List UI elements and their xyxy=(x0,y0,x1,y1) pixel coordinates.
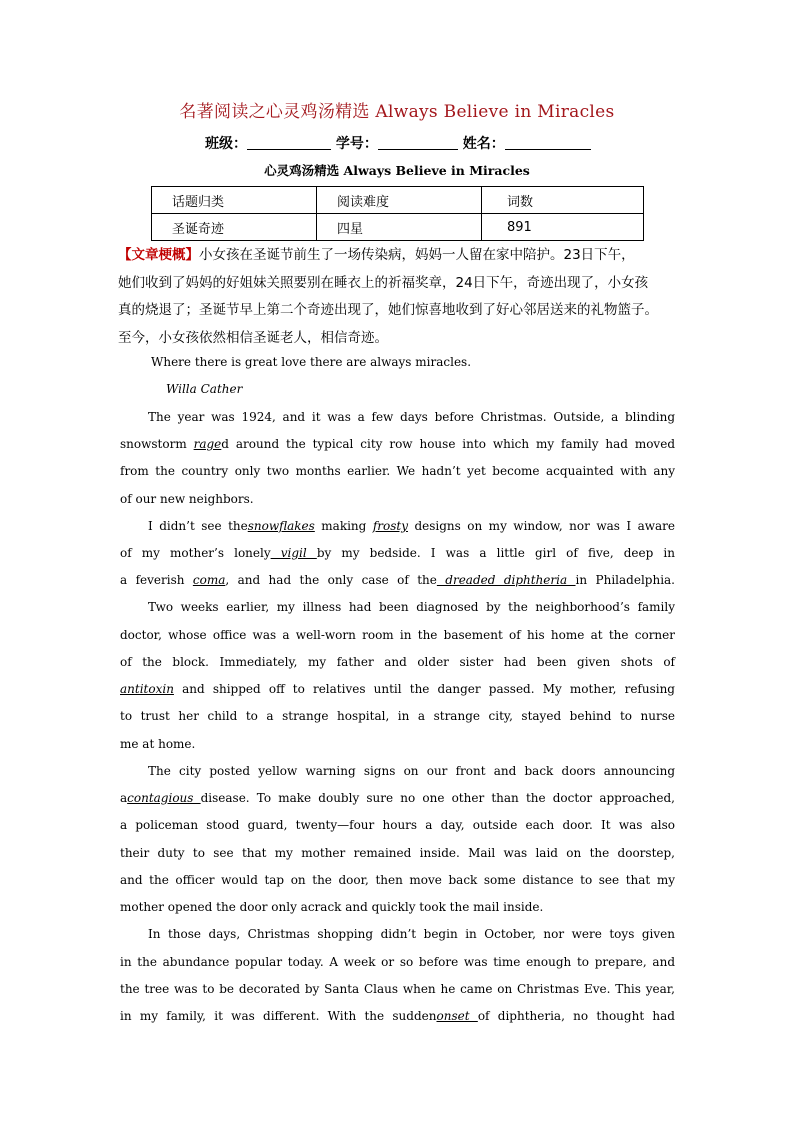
info-table-header-row xyxy=(152,187,644,214)
info-table xyxy=(151,186,644,241)
body-line: in my family, it was different. With the suddenonset of diphtheria, no thought had xyxy=(120,1009,675,1023)
body-line: In those days, Christmas shopping didn’t begin in October, nor were toys given xyxy=(148,927,675,941)
body-line: The city posted yellow warning signs on our front and back doors announcing xyxy=(148,764,675,778)
vocab-word: onset xyxy=(436,1009,478,1023)
info-table-cell: 圣诞奇迹 xyxy=(152,214,317,241)
body-line: of the block. Immediately, my father and older sister had been given shots of xyxy=(120,655,675,669)
body-line: antitoxin and shipped off to relatives until the danger passed. My mother, refusing xyxy=(120,682,675,696)
body-line: mother opened the door only acrack and quickly took the mail inside. xyxy=(120,900,544,914)
vocab-word: rage xyxy=(193,437,222,451)
info-table-cell: 词数 xyxy=(482,187,644,214)
epigraph: Where there is great love there are always miracles. xyxy=(151,355,472,369)
body-line: doctor, whose office was a well-worn room in the basement of his home at the corner xyxy=(120,628,675,642)
body-line: The year was 1924, and it was a few days before Christmas. Outside, a blinding xyxy=(148,410,675,424)
info-table-cell: 四星 xyxy=(317,214,482,241)
body-line: to trust her child to a strange hospital, in a strange city, stayed behind to nurse xyxy=(120,709,675,723)
body-line: their duty to see that my mother remained inside. Mail was laid on the doorstep, xyxy=(120,846,675,860)
vocab-word: dreaded diphtheria xyxy=(436,573,576,587)
body-line: me at home. xyxy=(120,737,196,751)
vocab-word: snowflakes xyxy=(247,519,315,533)
vocab-word: coma xyxy=(192,573,226,587)
class-label: 班级： xyxy=(205,136,247,152)
body-line: a policeman stood guard, twenty—four hours a day, outside each door. It was also xyxy=(120,818,675,832)
class-blank xyxy=(247,135,331,150)
body-line: the tree was to be decorated by Santa Claus when he came on Christmas Eve. This year, xyxy=(120,982,675,996)
body-line: I didn’t see thesnowflakes making frosty designs on my window, nor was I aware xyxy=(148,519,676,533)
body-line: a feverish coma, and had the only case of the dreaded diphtheria in Philadelphia. xyxy=(120,573,675,587)
document-subtitle: 心灵鸡汤精选 Always Believe in Miracles xyxy=(264,163,530,178)
body-line: from the country only two months earlier. We hadn’t yet become acquainted with any xyxy=(120,464,675,478)
body-line: acontagious disease. To make doubly sure no one other than the doctor approached, xyxy=(120,791,676,805)
body-line: in the abundance popular today. A week or so before was time enough to prepare, and xyxy=(120,955,675,969)
body-line: of our new neighbors. xyxy=(120,492,254,506)
document-title: 名著阅读之心灵鸡汤精选 Always Believe in Miracles xyxy=(179,102,615,122)
article-summary xyxy=(118,242,688,352)
vocab-word: contagious xyxy=(127,791,201,805)
info-table-cell: 891 xyxy=(482,214,644,241)
body-line: and the officer would tap on the door, then move back some distance to see that my xyxy=(120,873,675,887)
epigraph-author: Willa Cather xyxy=(166,382,243,396)
name-label: 姓名： xyxy=(462,136,505,152)
student-info-line xyxy=(205,133,591,153)
body-line: of my mother’s lonely vigil by my bedside. I was a little girl of five, deep in xyxy=(120,546,675,560)
student-no-blank xyxy=(378,135,458,150)
body-line: snowstorm raged around the typical city row house into which my family had moved xyxy=(120,437,675,451)
vocab-word: antitoxin xyxy=(120,682,174,696)
student-no-label: 学号： xyxy=(335,136,378,152)
info-table-cell: 阅读难度 xyxy=(317,187,482,214)
vocab-word: frosty xyxy=(372,519,408,533)
vocab-word: vigil xyxy=(270,546,317,560)
summary-line: 至今，小女孩依然相信圣诞老人，相信奇迹。 xyxy=(118,329,388,346)
summary-line: 【文章梗概】小女孩在圣诞节前生了一场传染病，妈妈一人留在家中陪护。23日下午， xyxy=(118,247,635,263)
summary-line: 她们收到了妈妈的好姐妹关照要别在睡衣上的祈福奖章，24日下午，奇迹出现了，小女孩 xyxy=(118,274,649,291)
info-table-value-row xyxy=(152,214,644,241)
summary-label: 【文章梗概】 xyxy=(118,247,199,263)
info-table-cell: 话题归类 xyxy=(152,187,317,214)
name-blank xyxy=(505,135,591,150)
body-line: Two weeks earlier, my illness had been diagnosed by the neighborhood’s family xyxy=(148,600,675,614)
summary-line: 真的烧退了；圣诞节早上第二个奇迹出现了，她们惊喜地收到了好心邻居送来的礼物篮子。 xyxy=(118,302,658,318)
